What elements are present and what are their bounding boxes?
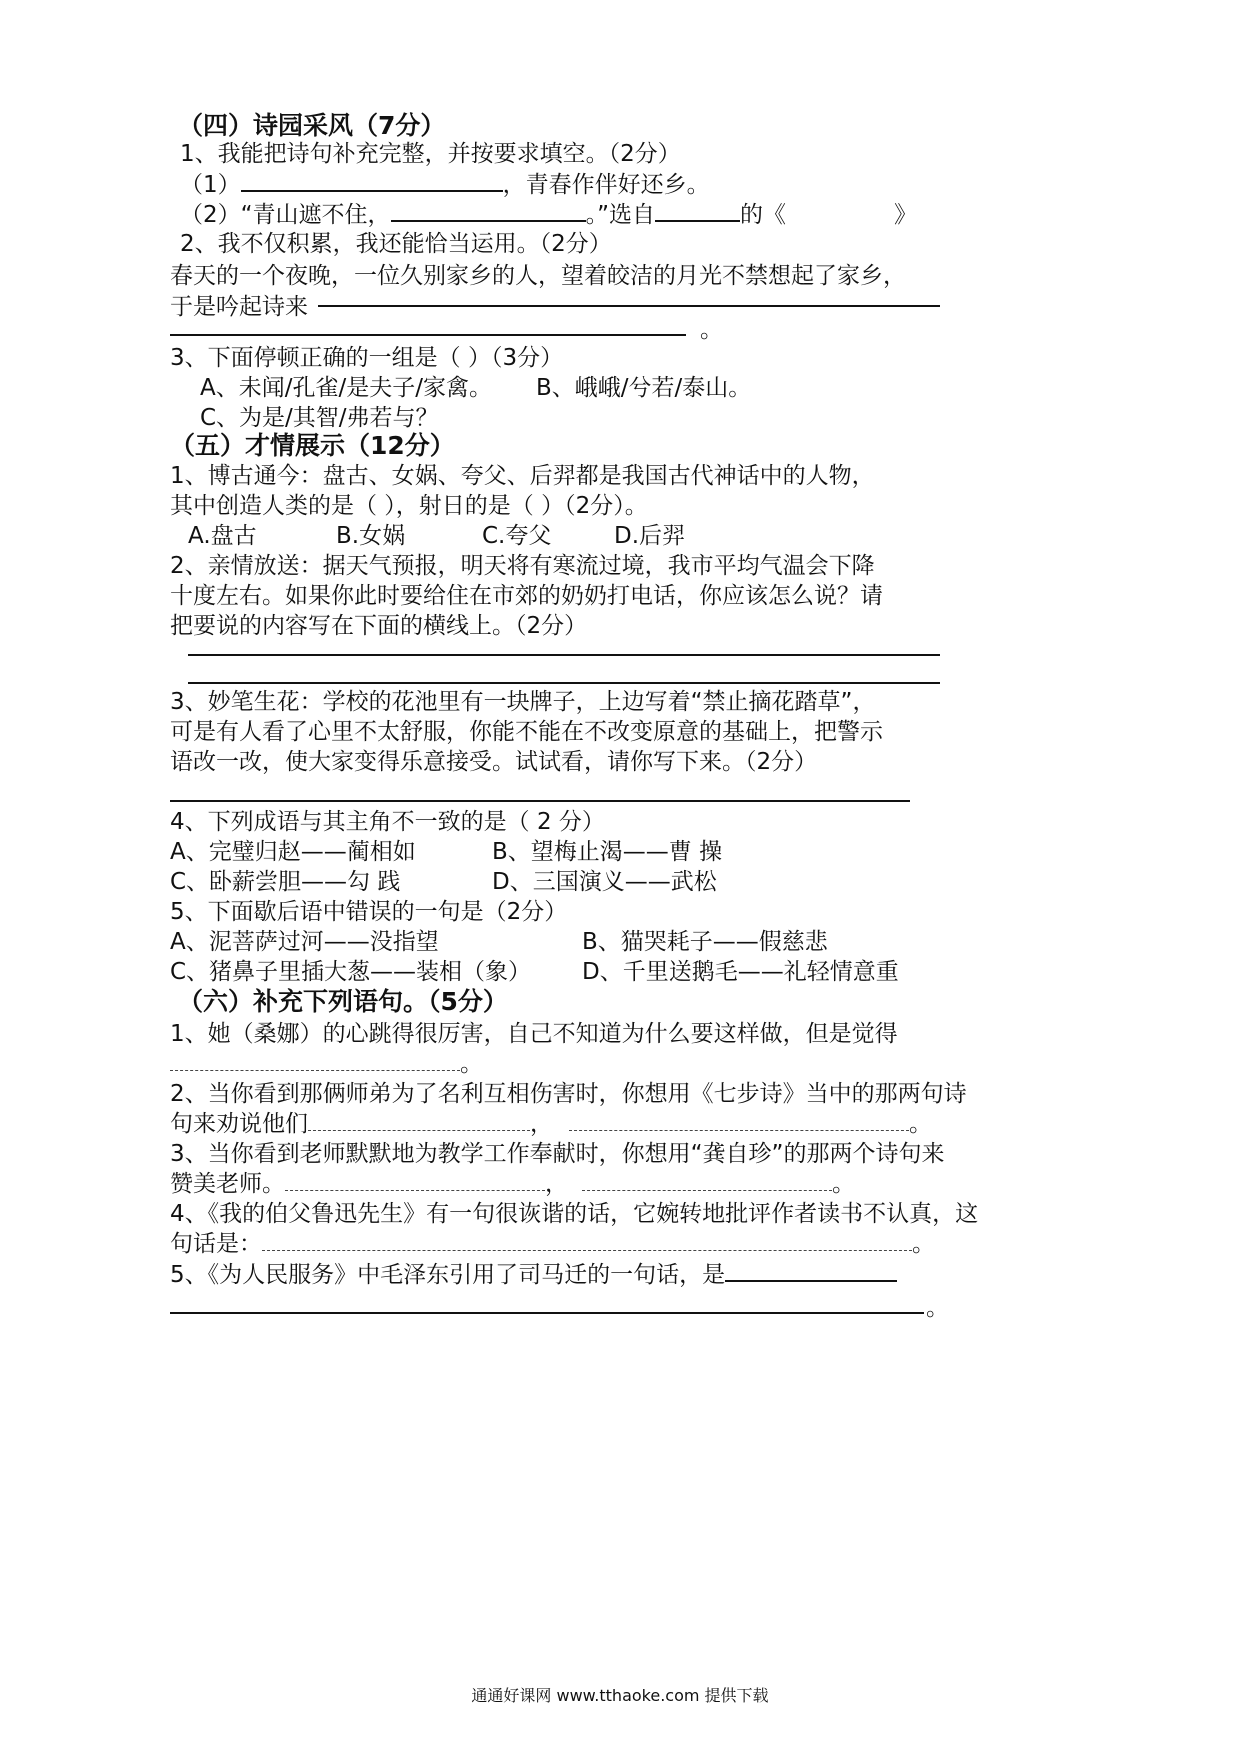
s6-q4b: [170, 1228, 935, 1260]
answer-blank[interactable]: [569, 1108, 909, 1131]
text: ，: [545, 1171, 568, 1197]
answer-line[interactable]: [170, 800, 910, 802]
text: 5、《为人民服务》中毛泽东引用了司马迁的一句话，是: [170, 1262, 726, 1288]
s6-q1b: [170, 1048, 483, 1080]
s5-q3b: 可是有人看了心里不太舒服，你能不能在不改变原意的基础上，把警示: [170, 719, 883, 745]
text: 赞美老师。: [170, 1171, 285, 1197]
text: 。: [909, 1111, 932, 1137]
section-5-title: （五）才情展示（12分）: [170, 431, 455, 460]
s5-q5-b: B、猫哭耗子——假慈悲: [582, 929, 828, 955]
text: 句话是：: [170, 1231, 262, 1257]
text: ，青春作伴好还乡。: [502, 172, 710, 198]
section-4-title: （四）诗园采风（7分）: [178, 111, 446, 140]
s6-q5-end: 。: [926, 1295, 949, 1321]
s4-q1-1: [180, 168, 710, 201]
s5-q1-opt-c: C.夸父: [482, 523, 552, 549]
s5-q3c: 语改一改，使大家变得乐意接受。试试看，请你写下来。（2分）: [170, 749, 818, 775]
answer-blank[interactable]: [170, 1048, 460, 1071]
s5-q1b: 其中创造人类的是（ ），射日的是（ ）（2分）。: [170, 493, 648, 519]
s6-q2a: 2、当你看到那俩师弟为了名利互相伤害时，你想用《七步诗》当中的那两句诗: [170, 1081, 967, 1107]
answer-blank[interactable]: [582, 1168, 832, 1191]
answer-line[interactable]: [188, 682, 940, 684]
s6-q2b: [170, 1108, 932, 1140]
s4-q3-b: B、峨峨/兮若/泰山。: [536, 375, 752, 401]
s6-q1a: 1、她（桑娜）的心跳得很厉害，自己不知道为什么要这样做，但是觉得: [170, 1021, 898, 1047]
answer-line[interactable]: [170, 1312, 924, 1314]
s5-q1: 1、博古通今：盘古、女娲、夸父、后羿都是我国古代神话中的人物，: [170, 463, 875, 489]
s5-q1-opt-b: B.女娲: [336, 523, 406, 549]
text: （2）“青山遮不住，: [180, 202, 391, 228]
s4-q2: 2、我不仅积累，我还能恰当运用。（2分）: [180, 231, 612, 257]
s6-q5a: [170, 1258, 897, 1291]
s5-q4-a: A、完璧归赵——蔺相如: [170, 839, 416, 865]
s4-q3-c: C、为是/其智/弗若与？: [200, 405, 439, 431]
s5-q1-opt-d: D.后羿: [614, 523, 686, 549]
s5-q4: 4、下列成语与其主角不一致的是（ 2 分）: [170, 809, 605, 835]
s5-q5: 5、下面歇后语中错误的一句是（2分）: [170, 899, 568, 925]
text: 。”选自: [585, 202, 655, 228]
s5-q1-opt-a: A.盘古: [188, 523, 257, 549]
s4-q3-a: A、未闻/孔雀/是夫子/家禽。: [200, 375, 492, 401]
answer-blank[interactable]: [285, 1168, 545, 1191]
s5-q2b: 十度左右。如果你此时要给住在市郊的奶奶打电话，你应该怎么说？请: [170, 583, 883, 609]
text: 。: [832, 1171, 855, 1197]
s4-q3: 3、下面停顿正确的一组是（ ）（3分）: [170, 345, 564, 371]
answer-blank[interactable]: [241, 168, 503, 192]
s5-q3a: 3、妙笔生花：学校的花池里有一块牌子，上边写着“禁止摘花踏草”，: [170, 689, 876, 715]
text: ，: [530, 1111, 553, 1137]
s4-q2-end: 。: [700, 317, 723, 343]
s6-q3a: 3、当你看到老师默默地为教学工作奉献时，你想用“龚自珍”的那两个诗句来: [170, 1141, 945, 1167]
text: 句来劝说他们: [170, 1111, 308, 1137]
answer-line[interactable]: [318, 305, 940, 307]
s5-q4-b: B、望梅止渴——曹 操: [492, 839, 723, 865]
label: （1）: [180, 172, 241, 198]
answer-blank[interactable]: [262, 1228, 912, 1251]
answer-line[interactable]: [170, 334, 686, 336]
s5-q2c: 把要说的内容写在下面的横线上。（2分）: [170, 613, 588, 639]
answer-blank[interactable]: [725, 1258, 897, 1282]
answer-blank[interactable]: [655, 198, 740, 222]
answer-blank[interactable]: [391, 198, 586, 222]
s4-q1: 1、我能把诗句补充完整，并按要求填空。（2分）: [180, 141, 681, 167]
section-6-title: （六）补充下列语句。（5分）: [178, 987, 508, 1016]
s4-q2-text: 春天的一个夜晚，一位久别家乡的人，望着皎洁的月光不禁想起了家乡，: [170, 263, 906, 289]
s6-q3b: [170, 1168, 855, 1200]
answer-blank[interactable]: [308, 1108, 530, 1131]
s5-q5-d: D、千里送鹅毛——礼轻情意重: [582, 959, 899, 985]
s6-q4a: 4、《我的伯父鲁迅先生》有一句很诙谐的话，它婉转地批评作者读书不认真，这: [170, 1201, 979, 1227]
text: 。: [460, 1051, 483, 1077]
answer-line[interactable]: [188, 654, 940, 656]
text: 的《: [739, 202, 786, 228]
s4-q1-2: [180, 198, 917, 231]
text: 》: [893, 202, 917, 228]
s4-q2-text2: [170, 291, 308, 323]
s5-q2a: 2、亲情放送：据天气预报，明天将有寒流过境，我市平均气温会下降: [170, 553, 875, 579]
footer-credit: 通通好课网 www.tthaoke.com 提供下载: [471, 1686, 769, 1705]
s5-q4-d: D、三国演义——武松: [492, 869, 717, 895]
s5-q5-a: A、泥菩萨过河——没指望: [170, 929, 439, 955]
s5-q4-c: C、卧薪尝胆——勾 践: [170, 869, 401, 895]
text: 。: [912, 1231, 935, 1257]
s5-q5-c: C、猪鼻子里插大葱——装相（象）: [170, 959, 532, 985]
text: 于是吟起诗来: [170, 294, 308, 320]
